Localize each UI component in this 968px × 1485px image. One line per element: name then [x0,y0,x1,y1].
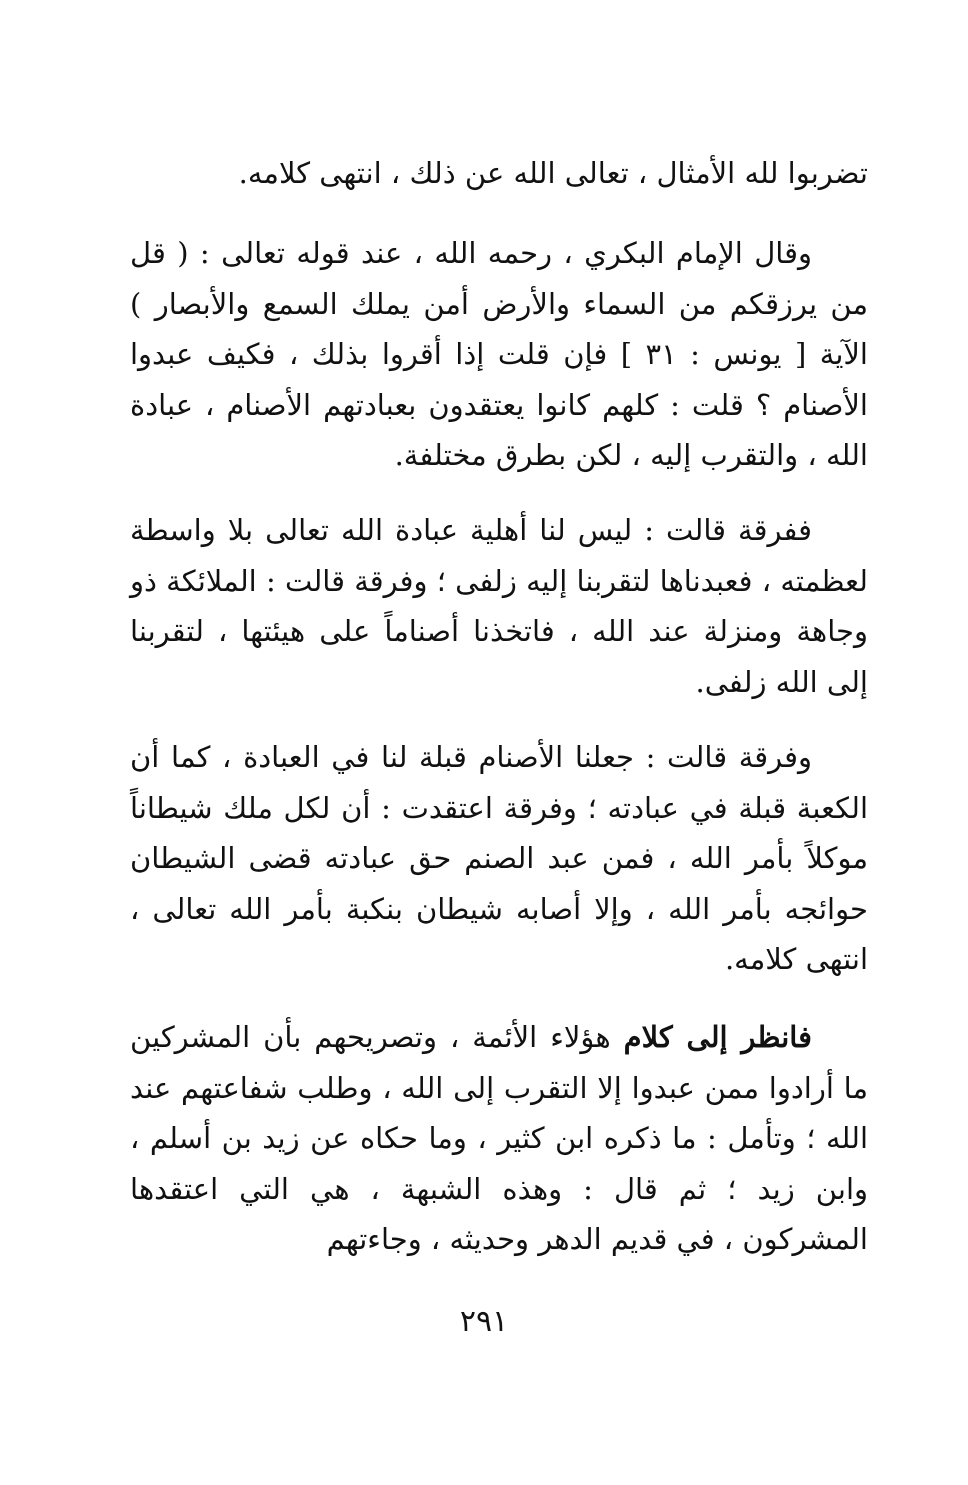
paragraph-4-text: وفرقة قالت : جعلنا الأصنام قبلة لنا في العبادة ، كما أن الكعبة قبلة في عبادته ؛ وفرقة اعتقدت : أن لكل ملك شيطاناً موكلاً بأمر الله ، فمن عبد الصنم حق عبادته قضى الشيطان حوائجه بأمر الله ، وإلا أصابه شيطان بنكبة بأمر الله تعالى ، انتهى كلامه. [130,740,868,976]
paragraph-3-text: ففرقة قالت : ليس لنا أهلية عبادة الله تعالى بلا واسطة لعظمته ، فعبدناها لتقربنا إليه زلفى ؛ وفرقة قالت : الملائكة ذو وجاهة ومنزلة عند الله ، فاتخذنا أصناماً على هيئتها ، لتقربنا إلى الله زلفى. [130,513,868,699]
paragraph-2-text: وقال الإمام البكري ، رحمه الله ، عند قوله تعالى : ( قل من يرزقكم من السماء والأرض أمن يملك السمع والأبصار ) الآية [ يونس : ٣١ ] فإن قلت إذا أقروا بذلك ، فكيف عبدوا الأصنام ؟ قلت : كلهم كانوا يعتقدون بعبادتهم الأصنام ، عبادة الله ، والتقرب إليه ، لكن بطرق مختلفة. [130,236,868,472]
paragraph-4 [130,732,868,985]
paragraph-5 [130,1012,868,1265]
page-number: ٢٩١ [459,1304,509,1339]
paragraph-1 [130,148,868,199]
paragraph-3 [130,505,868,707]
paragraph-5-text: هؤلاء الأئمة ، وتصريحهم بأن المشركين ما أرادوا ممن عبدوا إلا التقرب إلى الله ، وطلب شفاعتهم عند الله ؛ وتأمل : ما ذكره ابن كثير ، وما حكاه عن زيد بن أسلم ، وابن زيد ؛ ثم قال : وهذه الشبهة ، هي التي اعتقدها المشركون ، في قديم الدهر وحديثه ، وجاءتهم [130,1020,869,1256]
paragraph-5-body [130,1012,868,1265]
paragraph-5-lead: فانظر إلى كلام [623,1020,812,1054]
paragraph-2 [130,228,868,481]
paragraph-1-text: تضربوا لله الأمثال ، تعالى الله عن ذلك ، انتهى كلامه. [238,156,868,190]
